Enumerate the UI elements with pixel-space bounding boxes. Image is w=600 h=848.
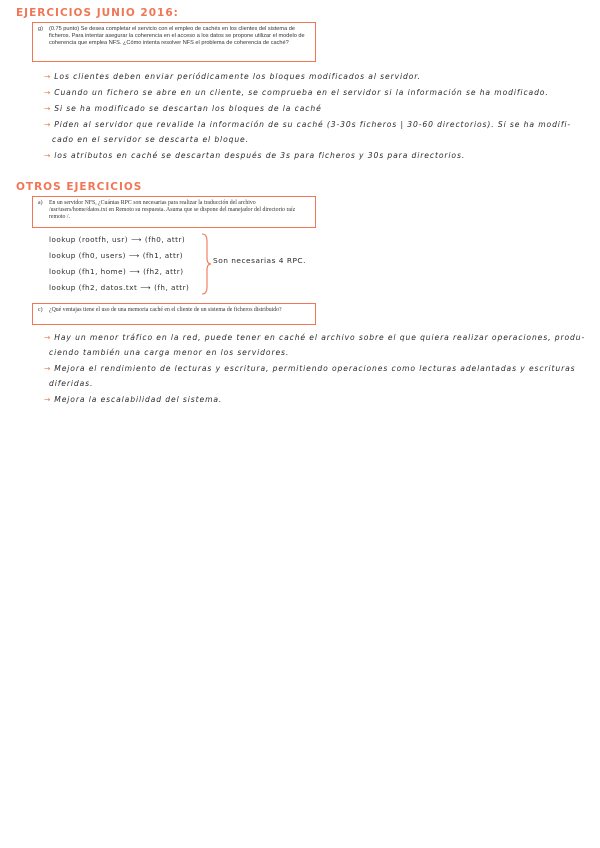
question-box-g bbox=[32, 22, 316, 62]
question-label: c) bbox=[38, 307, 43, 313]
brace-icon bbox=[200, 233, 212, 295]
answer-line-4: → Piden al servidor que revalide la información de su caché (3-30s ficheros | 30-60 directorios). Si se ha modifi- bbox=[44, 120, 572, 129]
section-title-junio-2016: EJERCICIOS JUNIO 2016: bbox=[16, 7, 179, 19]
answer-c-line-3: → Mejora la escalabilidad del sistema. bbox=[44, 395, 223, 404]
arrow-icon: → bbox=[44, 333, 52, 342]
lookup-row-3: lookup (fh1, home) ⟶ (fh2, attr) bbox=[49, 267, 184, 276]
answer-line-5: → los atributos en caché se descartan después de 3s para ficheros y 30s para directorios. bbox=[44, 151, 466, 160]
answer-c-line-2-continuation: diferidas. bbox=[49, 379, 94, 388]
rpc-count-note: Son necesarias 4 RPC. bbox=[213, 256, 306, 265]
answer-line-4-continuation: cado en el servidor se descarta el bloque. bbox=[52, 135, 249, 144]
question-label: g) bbox=[38, 26, 43, 32]
answer-line-3: → Si se ha modificado se descartan los bloques de la caché bbox=[44, 104, 322, 113]
lookup-row-2: lookup (fh0, users) ⟶ (fh1, attr) bbox=[49, 251, 184, 260]
arrow-icon: → bbox=[44, 364, 52, 373]
question-text: ¿Qué ventajas tiene el uso de una memoria caché en el cliente de un sistema de ficheros distribuido? bbox=[49, 307, 282, 313]
answer-line-2: → Cuando un fichero se abre en un cliente, se comprueba en el servidor si la información se ha modificado. bbox=[44, 88, 549, 97]
arrow-icon: → bbox=[44, 151, 52, 160]
answer-c-line-1: → Hay un menor tráfico en la red, puede tener en caché el archivo sobre el que quiera realizar operaciones, produ- bbox=[44, 333, 586, 342]
question-text: (0.75 punto) Se desea completar el servicio con el empleo de cachés en los clientes del sistema de ficheros. Para intentar asegurar la coherencia en el acceso a los datos se propone utilizar el modelo de coherencia que emplea NFS. ¿Cómo intenta resolver NFS el problema de coherencia de caché? bbox=[49, 26, 305, 47]
arrow-icon: → bbox=[44, 395, 52, 404]
arrow-icon: → bbox=[44, 88, 52, 97]
section-title-otros: OTROS EJERCICIOS bbox=[16, 181, 143, 193]
question-label: a) bbox=[38, 200, 43, 206]
arrow-icon: → bbox=[44, 120, 52, 129]
answer-c-line-2: → Mejora el rendimiento de lecturas y escritura, permitiendo operaciones como lecturas adelantadas y escrituras bbox=[44, 364, 576, 373]
question-box-c bbox=[32, 303, 316, 325]
arrow-icon: → bbox=[44, 104, 52, 113]
answer-c-line-1-continuation: ciendo también una carga menor en los servidores. bbox=[49, 348, 290, 357]
question-text: En un servidor NFS, ¿Cuántas RPC son necesarias para realizar la traducción del archivo /usr/users/home/datos.txt en Remoto su respuesta. Asuma que se dispone del manejador del directorio raíz remoto /. bbox=[49, 200, 296, 221]
lookup-row-1: lookup (rootfh, usr) ⟶ (fh0, attr) bbox=[49, 235, 186, 244]
lookup-row-4: lookup (fh2, datos.txt ⟶ (fh, attr) bbox=[49, 283, 190, 292]
answer-line-1: → Los clientes deben enviar periódicamente los bloques modificados al servidor. bbox=[44, 72, 421, 81]
arrow-icon: → bbox=[44, 72, 52, 81]
question-box-a bbox=[32, 196, 316, 228]
